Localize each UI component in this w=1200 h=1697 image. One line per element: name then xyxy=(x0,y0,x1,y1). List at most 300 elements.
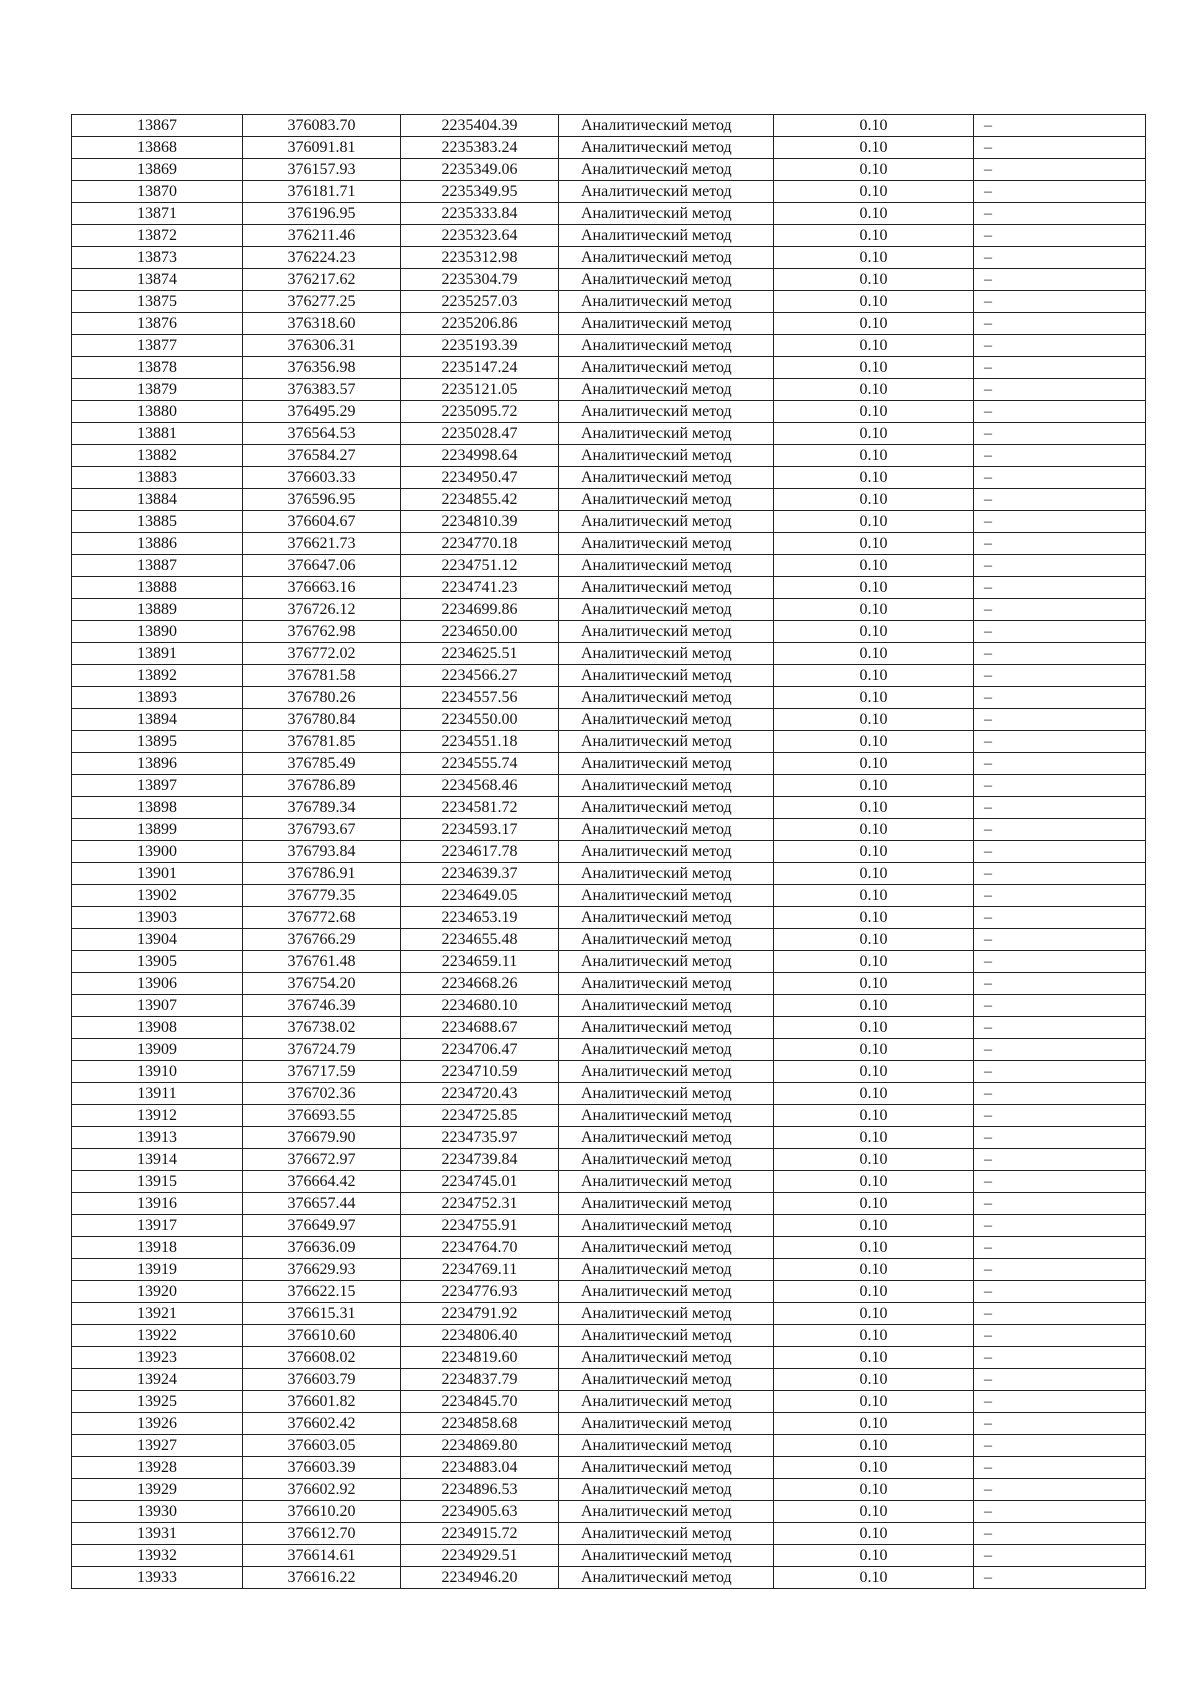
table-row xyxy=(72,1391,1146,1413)
accuracy-cell: 0.10 xyxy=(774,1325,974,1347)
table-row xyxy=(72,247,1146,269)
y-coordinate-cell: 2234998.64 xyxy=(401,445,559,467)
table-row xyxy=(72,269,1146,291)
point-number-cell: 13933 xyxy=(72,1567,243,1589)
note-cell: – xyxy=(974,1413,1146,1435)
method-cell: Аналитический метод xyxy=(559,1171,774,1193)
x-coordinate-cell: 376603.05 xyxy=(243,1435,401,1457)
accuracy-cell: 0.10 xyxy=(774,709,974,731)
y-coordinate-cell: 2234706.47 xyxy=(401,1039,559,1061)
table-row xyxy=(72,1105,1146,1127)
accuracy-cell: 0.10 xyxy=(774,1039,974,1061)
y-coordinate-cell: 2234741.23 xyxy=(401,577,559,599)
accuracy-cell: 0.10 xyxy=(774,1061,974,1083)
accuracy-cell: 0.10 xyxy=(774,731,974,753)
y-coordinate-cell: 2235206.86 xyxy=(401,313,559,335)
point-number-cell: 13901 xyxy=(72,863,243,885)
table-row xyxy=(72,687,1146,709)
x-coordinate-cell: 376584.27 xyxy=(243,445,401,467)
table-row xyxy=(72,225,1146,247)
point-number-cell: 13885 xyxy=(72,511,243,533)
note-cell: – xyxy=(974,863,1146,885)
note-cell: – xyxy=(974,1347,1146,1369)
method-cell: Аналитический метод xyxy=(559,1435,774,1457)
y-coordinate-cell: 2234625.51 xyxy=(401,643,559,665)
point-number-cell: 13878 xyxy=(72,357,243,379)
x-coordinate-cell: 376603.33 xyxy=(243,467,401,489)
table-row xyxy=(72,995,1146,1017)
y-coordinate-cell: 2234776.93 xyxy=(401,1281,559,1303)
table-row xyxy=(72,1325,1146,1347)
x-coordinate-cell: 376224.23 xyxy=(243,247,401,269)
point-number-cell: 13879 xyxy=(72,379,243,401)
note-cell: – xyxy=(974,423,1146,445)
y-coordinate-cell: 2234745.01 xyxy=(401,1171,559,1193)
table-row xyxy=(72,973,1146,995)
accuracy-cell: 0.10 xyxy=(774,467,974,489)
x-coordinate-cell: 376277.25 xyxy=(243,291,401,313)
method-cell: Аналитический метод xyxy=(559,1479,774,1501)
x-coordinate-cell: 376724.79 xyxy=(243,1039,401,1061)
accuracy-cell: 0.10 xyxy=(774,819,974,841)
note-cell: – xyxy=(974,181,1146,203)
x-coordinate-cell: 376217.62 xyxy=(243,269,401,291)
note-cell: – xyxy=(974,115,1146,137)
x-coordinate-cell: 376793.67 xyxy=(243,819,401,841)
x-coordinate-cell: 376781.58 xyxy=(243,665,401,687)
y-coordinate-cell: 2235404.39 xyxy=(401,115,559,137)
point-number-cell: 13922 xyxy=(72,1325,243,1347)
y-coordinate-cell: 2234653.19 xyxy=(401,907,559,929)
table-row xyxy=(72,181,1146,203)
method-cell: Аналитический метод xyxy=(559,335,774,357)
note-cell: – xyxy=(974,709,1146,731)
point-number-cell: 13928 xyxy=(72,1457,243,1479)
point-number-cell: 13917 xyxy=(72,1215,243,1237)
accuracy-cell: 0.10 xyxy=(774,621,974,643)
point-number-cell: 13877 xyxy=(72,335,243,357)
note-cell: – xyxy=(974,577,1146,599)
method-cell: Аналитический метод xyxy=(559,357,774,379)
note-cell: – xyxy=(974,467,1146,489)
y-coordinate-cell: 2234739.84 xyxy=(401,1149,559,1171)
accuracy-cell: 0.10 xyxy=(774,445,974,467)
y-coordinate-cell: 2234883.04 xyxy=(401,1457,559,1479)
point-number-cell: 13923 xyxy=(72,1347,243,1369)
point-number-cell: 13870 xyxy=(72,181,243,203)
x-coordinate-cell: 376781.85 xyxy=(243,731,401,753)
x-coordinate-cell: 376693.55 xyxy=(243,1105,401,1127)
y-coordinate-cell: 2234806.40 xyxy=(401,1325,559,1347)
method-cell: Аналитический метод xyxy=(559,1567,774,1589)
method-cell: Аналитический метод xyxy=(559,1545,774,1567)
accuracy-cell: 0.10 xyxy=(774,665,974,687)
point-number-cell: 13916 xyxy=(72,1193,243,1215)
table-row xyxy=(72,1501,1146,1523)
x-coordinate-cell: 376772.68 xyxy=(243,907,401,929)
method-cell: Аналитический метод xyxy=(559,665,774,687)
x-coordinate-cell: 376621.73 xyxy=(243,533,401,555)
y-coordinate-cell: 2234845.70 xyxy=(401,1391,559,1413)
note-cell: – xyxy=(974,379,1146,401)
x-coordinate-cell: 376601.82 xyxy=(243,1391,401,1413)
x-coordinate-cell: 376306.31 xyxy=(243,335,401,357)
method-cell: Аналитический метод xyxy=(559,621,774,643)
accuracy-cell: 0.10 xyxy=(774,1237,974,1259)
y-coordinate-cell: 2234837.79 xyxy=(401,1369,559,1391)
accuracy-cell: 0.10 xyxy=(774,1457,974,1479)
x-coordinate-cell: 376772.02 xyxy=(243,643,401,665)
x-coordinate-cell: 376596.95 xyxy=(243,489,401,511)
table-row xyxy=(72,643,1146,665)
accuracy-cell: 0.10 xyxy=(774,863,974,885)
method-cell: Аналитический метод xyxy=(559,1303,774,1325)
accuracy-cell: 0.10 xyxy=(774,841,974,863)
method-cell: Аналитический метод xyxy=(559,159,774,181)
point-number-cell: 13925 xyxy=(72,1391,243,1413)
y-coordinate-cell: 2234751.12 xyxy=(401,555,559,577)
method-cell: Аналитический метод xyxy=(559,313,774,335)
point-number-cell: 13887 xyxy=(72,555,243,577)
point-number-cell: 13904 xyxy=(72,929,243,951)
method-cell: Аналитический метод xyxy=(559,533,774,555)
x-coordinate-cell: 376657.44 xyxy=(243,1193,401,1215)
y-coordinate-cell: 2234720.43 xyxy=(401,1083,559,1105)
method-cell: Аналитический метод xyxy=(559,841,774,863)
y-coordinate-cell: 2235333.84 xyxy=(401,203,559,225)
x-coordinate-cell: 376495.29 xyxy=(243,401,401,423)
y-coordinate-cell: 2235349.06 xyxy=(401,159,559,181)
accuracy-cell: 0.10 xyxy=(774,1567,974,1589)
point-number-cell: 13927 xyxy=(72,1435,243,1457)
y-coordinate-cell: 2235121.05 xyxy=(401,379,559,401)
point-number-cell: 13899 xyxy=(72,819,243,841)
accuracy-cell: 0.10 xyxy=(774,1259,974,1281)
table-row xyxy=(72,1347,1146,1369)
y-coordinate-cell: 2234710.59 xyxy=(401,1061,559,1083)
y-coordinate-cell: 2234699.86 xyxy=(401,599,559,621)
note-cell: – xyxy=(974,643,1146,665)
method-cell: Аналитический метод xyxy=(559,731,774,753)
point-number-cell: 13872 xyxy=(72,225,243,247)
y-coordinate-cell: 2234855.42 xyxy=(401,489,559,511)
x-coordinate-cell: 376616.22 xyxy=(243,1567,401,1589)
note-cell: – xyxy=(974,1171,1146,1193)
point-number-cell: 13924 xyxy=(72,1369,243,1391)
table-row xyxy=(72,379,1146,401)
note-cell: – xyxy=(974,1237,1146,1259)
accuracy-cell: 0.10 xyxy=(774,203,974,225)
point-number-cell: 13926 xyxy=(72,1413,243,1435)
table-row xyxy=(72,423,1146,445)
method-cell: Аналитический метод xyxy=(559,885,774,907)
y-coordinate-cell: 2234764.70 xyxy=(401,1237,559,1259)
table-row xyxy=(72,841,1146,863)
accuracy-cell: 0.10 xyxy=(774,1215,974,1237)
accuracy-cell: 0.10 xyxy=(774,577,974,599)
note-cell: – xyxy=(974,533,1146,555)
method-cell: Аналитический метод xyxy=(559,555,774,577)
accuracy-cell: 0.10 xyxy=(774,1105,974,1127)
point-number-cell: 13910 xyxy=(72,1061,243,1083)
accuracy-cell: 0.10 xyxy=(774,1281,974,1303)
accuracy-cell: 0.10 xyxy=(774,379,974,401)
table-row xyxy=(72,203,1146,225)
table-row xyxy=(72,577,1146,599)
note-cell: – xyxy=(974,159,1146,181)
x-coordinate-cell: 376785.49 xyxy=(243,753,401,775)
y-coordinate-cell: 2234650.00 xyxy=(401,621,559,643)
point-number-cell: 13929 xyxy=(72,1479,243,1501)
y-coordinate-cell: 2235323.64 xyxy=(401,225,559,247)
note-cell: – xyxy=(974,885,1146,907)
accuracy-cell: 0.10 xyxy=(774,181,974,203)
x-coordinate-cell: 376786.89 xyxy=(243,775,401,797)
accuracy-cell: 0.10 xyxy=(774,1369,974,1391)
x-coordinate-cell: 376754.20 xyxy=(243,973,401,995)
x-coordinate-cell: 376091.81 xyxy=(243,137,401,159)
method-cell: Аналитический метод xyxy=(559,1017,774,1039)
point-number-cell: 13882 xyxy=(72,445,243,467)
y-coordinate-cell: 2234791.92 xyxy=(401,1303,559,1325)
y-coordinate-cell: 2234755.91 xyxy=(401,1215,559,1237)
accuracy-cell: 0.10 xyxy=(774,995,974,1017)
table-row xyxy=(72,1149,1146,1171)
x-coordinate-cell: 376779.35 xyxy=(243,885,401,907)
point-number-cell: 13907 xyxy=(72,995,243,1017)
y-coordinate-cell: 2234869.80 xyxy=(401,1435,559,1457)
method-cell: Аналитический метод xyxy=(559,379,774,401)
x-coordinate-cell: 376604.67 xyxy=(243,511,401,533)
y-coordinate-cell: 2234551.18 xyxy=(401,731,559,753)
point-number-cell: 13895 xyxy=(72,731,243,753)
table-row xyxy=(72,929,1146,951)
table-row xyxy=(72,445,1146,467)
y-coordinate-cell: 2234929.51 xyxy=(401,1545,559,1567)
y-coordinate-cell: 2234915.72 xyxy=(401,1523,559,1545)
note-cell: – xyxy=(974,775,1146,797)
table-row xyxy=(72,1215,1146,1237)
note-cell: – xyxy=(974,973,1146,995)
note-cell: – xyxy=(974,1259,1146,1281)
point-number-cell: 13913 xyxy=(72,1127,243,1149)
table-row xyxy=(72,511,1146,533)
x-coordinate-cell: 376614.61 xyxy=(243,1545,401,1567)
point-number-cell: 13868 xyxy=(72,137,243,159)
x-coordinate-cell: 376679.90 xyxy=(243,1127,401,1149)
method-cell: Аналитический метод xyxy=(559,401,774,423)
y-coordinate-cell: 2234566.27 xyxy=(401,665,559,687)
point-number-cell: 13932 xyxy=(72,1545,243,1567)
point-number-cell: 13915 xyxy=(72,1171,243,1193)
y-coordinate-cell: 2235095.72 xyxy=(401,401,559,423)
point-number-cell: 13919 xyxy=(72,1259,243,1281)
y-coordinate-cell: 2234659.11 xyxy=(401,951,559,973)
table-row xyxy=(72,599,1146,621)
x-coordinate-cell: 376610.20 xyxy=(243,1501,401,1523)
method-cell: Аналитический метод xyxy=(559,291,774,313)
note-cell: – xyxy=(974,1193,1146,1215)
table-row xyxy=(72,1457,1146,1479)
table-row xyxy=(72,797,1146,819)
accuracy-cell: 0.10 xyxy=(774,687,974,709)
point-number-cell: 13888 xyxy=(72,577,243,599)
x-coordinate-cell: 376083.70 xyxy=(243,115,401,137)
x-coordinate-cell: 376356.98 xyxy=(243,357,401,379)
x-coordinate-cell: 376663.16 xyxy=(243,577,401,599)
point-number-cell: 13892 xyxy=(72,665,243,687)
note-cell: – xyxy=(974,1083,1146,1105)
table-row xyxy=(72,819,1146,841)
y-coordinate-cell: 2234896.53 xyxy=(401,1479,559,1501)
method-cell: Аналитический метод xyxy=(559,709,774,731)
x-coordinate-cell: 376636.09 xyxy=(243,1237,401,1259)
method-cell: Аналитический метод xyxy=(559,929,774,951)
method-cell: Аналитический метод xyxy=(559,599,774,621)
point-number-cell: 13886 xyxy=(72,533,243,555)
x-coordinate-cell: 376211.46 xyxy=(243,225,401,247)
accuracy-cell: 0.10 xyxy=(774,533,974,555)
point-number-cell: 13876 xyxy=(72,313,243,335)
table-row xyxy=(72,1237,1146,1259)
point-number-cell: 13912 xyxy=(72,1105,243,1127)
accuracy-cell: 0.10 xyxy=(774,753,974,775)
y-coordinate-cell: 2235257.03 xyxy=(401,291,559,313)
accuracy-cell: 0.10 xyxy=(774,1303,974,1325)
table-row xyxy=(72,1193,1146,1215)
method-cell: Аналитический метод xyxy=(559,1127,774,1149)
note-cell: – xyxy=(974,225,1146,247)
note-cell: – xyxy=(974,687,1146,709)
accuracy-cell: 0.10 xyxy=(774,951,974,973)
point-number-cell: 13871 xyxy=(72,203,243,225)
point-number-cell: 13902 xyxy=(72,885,243,907)
accuracy-cell: 0.10 xyxy=(774,555,974,577)
x-coordinate-cell: 376789.34 xyxy=(243,797,401,819)
table-row xyxy=(72,885,1146,907)
y-coordinate-cell: 2234946.20 xyxy=(401,1567,559,1589)
x-coordinate-cell: 376196.95 xyxy=(243,203,401,225)
method-cell: Аналитический метод xyxy=(559,1325,774,1347)
table-row xyxy=(72,1545,1146,1567)
method-cell: Аналитический метод xyxy=(559,247,774,269)
note-cell: – xyxy=(974,1325,1146,1347)
accuracy-cell: 0.10 xyxy=(774,907,974,929)
note-cell: – xyxy=(974,731,1146,753)
x-coordinate-cell: 376615.31 xyxy=(243,1303,401,1325)
method-cell: Аналитический метод xyxy=(559,643,774,665)
accuracy-cell: 0.10 xyxy=(774,1193,974,1215)
table-row xyxy=(72,335,1146,357)
accuracy-cell: 0.10 xyxy=(774,489,974,511)
y-coordinate-cell: 2234649.05 xyxy=(401,885,559,907)
method-cell: Аналитический метод xyxy=(559,797,774,819)
method-cell: Аналитический метод xyxy=(559,819,774,841)
note-cell: – xyxy=(974,313,1146,335)
note-cell: – xyxy=(974,291,1146,313)
point-number-cell: 13867 xyxy=(72,115,243,137)
note-cell: – xyxy=(974,445,1146,467)
y-coordinate-cell: 2234770.18 xyxy=(401,533,559,555)
note-cell: – xyxy=(974,1545,1146,1567)
method-cell: Аналитический метод xyxy=(559,269,774,291)
accuracy-cell: 0.10 xyxy=(774,797,974,819)
point-number-cell: 13897 xyxy=(72,775,243,797)
accuracy-cell: 0.10 xyxy=(774,159,974,181)
point-number-cell: 13873 xyxy=(72,247,243,269)
coordinates-table-body xyxy=(72,115,1146,1589)
method-cell: Аналитический метод xyxy=(559,1215,774,1237)
method-cell: Аналитический метод xyxy=(559,1501,774,1523)
y-coordinate-cell: 2234905.63 xyxy=(401,1501,559,1523)
method-cell: Аналитический метод xyxy=(559,1061,774,1083)
table-row xyxy=(72,1171,1146,1193)
y-coordinate-cell: 2235028.47 xyxy=(401,423,559,445)
x-coordinate-cell: 376647.06 xyxy=(243,555,401,577)
x-coordinate-cell: 376318.60 xyxy=(243,313,401,335)
method-cell: Аналитический метод xyxy=(559,775,774,797)
note-cell: – xyxy=(974,335,1146,357)
accuracy-cell: 0.10 xyxy=(774,1501,974,1523)
accuracy-cell: 0.10 xyxy=(774,1523,974,1545)
x-coordinate-cell: 376622.15 xyxy=(243,1281,401,1303)
point-number-cell: 13911 xyxy=(72,1083,243,1105)
x-coordinate-cell: 376157.93 xyxy=(243,159,401,181)
point-number-cell: 13893 xyxy=(72,687,243,709)
x-coordinate-cell: 376793.84 xyxy=(243,841,401,863)
y-coordinate-cell: 2234617.78 xyxy=(401,841,559,863)
accuracy-cell: 0.10 xyxy=(774,357,974,379)
x-coordinate-cell: 376726.12 xyxy=(243,599,401,621)
note-cell: – xyxy=(974,1303,1146,1325)
note-cell: – xyxy=(974,489,1146,511)
x-coordinate-cell: 376738.02 xyxy=(243,1017,401,1039)
point-number-cell: 13884 xyxy=(72,489,243,511)
accuracy-cell: 0.10 xyxy=(774,225,974,247)
method-cell: Аналитический метод xyxy=(559,423,774,445)
point-number-cell: 13894 xyxy=(72,709,243,731)
table-row xyxy=(72,489,1146,511)
table-row xyxy=(72,1303,1146,1325)
note-cell: – xyxy=(974,929,1146,951)
note-cell: – xyxy=(974,753,1146,775)
x-coordinate-cell: 376766.29 xyxy=(243,929,401,951)
accuracy-cell: 0.10 xyxy=(774,137,974,159)
x-coordinate-cell: 376649.97 xyxy=(243,1215,401,1237)
accuracy-cell: 0.10 xyxy=(774,929,974,951)
note-cell: – xyxy=(974,1127,1146,1149)
accuracy-cell: 0.10 xyxy=(774,1127,974,1149)
table-row xyxy=(72,1413,1146,1435)
point-number-cell: 13930 xyxy=(72,1501,243,1523)
accuracy-cell: 0.10 xyxy=(774,1413,974,1435)
note-cell: – xyxy=(974,1105,1146,1127)
y-coordinate-cell: 2234858.68 xyxy=(401,1413,559,1435)
note-cell: – xyxy=(974,511,1146,533)
method-cell: Аналитический метод xyxy=(559,1259,774,1281)
point-number-cell: 13874 xyxy=(72,269,243,291)
table-row xyxy=(72,313,1146,335)
accuracy-cell: 0.10 xyxy=(774,885,974,907)
table-row xyxy=(72,709,1146,731)
accuracy-cell: 0.10 xyxy=(774,1347,974,1369)
note-cell: – xyxy=(974,1017,1146,1039)
accuracy-cell: 0.10 xyxy=(774,1391,974,1413)
y-coordinate-cell: 2234752.31 xyxy=(401,1193,559,1215)
y-coordinate-cell: 2234680.10 xyxy=(401,995,559,1017)
table-row xyxy=(72,753,1146,775)
x-coordinate-cell: 376564.53 xyxy=(243,423,401,445)
